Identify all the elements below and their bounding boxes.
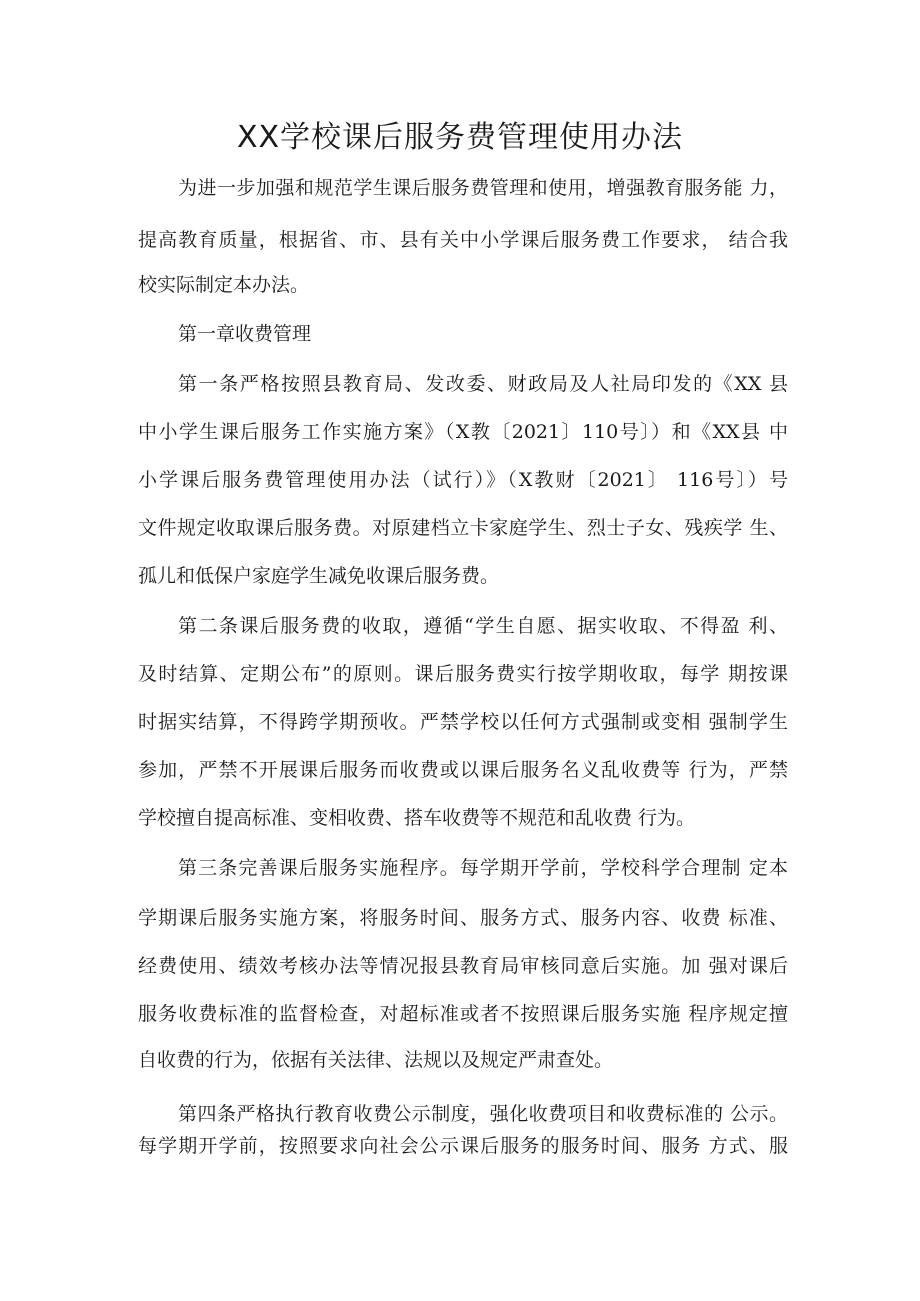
paragraph-line: 自收费的行为，依据有关法律、法规以及规定严肃查处。 (138, 1049, 614, 1071)
paragraph-line: 提高教育质量，根据省、市、县有关中小学课后服务费工作要求， 结合我 (138, 229, 788, 251)
paragraph-line: 校实际制定本办法。 (138, 274, 310, 296)
paragraph-line: 参加，严禁不开展课后服务而收费或以课后服务名义乱收费等 行为，严禁 (138, 759, 788, 781)
paragraph-line: 文件规定收取课后服务费。对原建档立卡家庭学生、烈士子女、残疾学 生、 (138, 517, 788, 539)
paragraph-line: 及时结算、定期公布”的原则。课后服务费实行按学期收取，每学 期按课 (138, 663, 788, 685)
paragraph-line: 孤儿和低保户家庭学生减免收课后服务费。 (138, 565, 500, 587)
paragraph-line: 学期课后服务实施方案，将服务时间、服务方式、服务内容、收费 标准、 (138, 907, 788, 929)
paragraph-line: 第三条完善课后服务实施程序。每学期开学前，学校科学合理制 定本 (178, 857, 788, 879)
paragraph-line: 时据实结算，不得跨学期预收。严禁学校以任何方式强制或变相 强制学生 (138, 711, 788, 733)
paragraph-line: 第四条严格执行教育收费公示制度，强化收费项目和收费标准的 公示。 (178, 1103, 788, 1125)
paragraph-line: 中小学生课后服务工作实施方案》（X教〔2021〕110号〕）和《XX县 中 (138, 421, 788, 443)
paragraph-line: 小学课后服务费管理使用办法（试行）》（X教财〔2021〕 116号〕）号 (138, 469, 788, 491)
paragraph-line: 第一条严格按照县教育局、发改委、财政局及人社局印发的《XX 县 (178, 373, 788, 395)
paragraph-line: 为进一步加强和规范学生课后服务费管理和使用，增强教育服务能 力， (178, 177, 788, 199)
document-title: XX学校课后服务费管理使用办法 (236, 120, 684, 155)
paragraph-line: 第二条课后服务费的收取，遵循“学生自愿、据实收取、不得盈 利、 (178, 615, 788, 637)
paragraph-line: 学校擅自提高标准、变相收费、搭车收费等不规范和乱收费 行为。 (138, 807, 696, 829)
chapter-heading: 第一章收费管理 (178, 323, 312, 345)
paragraph-line: 服务收费标准的监督检查，对超标准或者不按照课后服务实施 程序规定擅 (138, 1003, 788, 1025)
paragraph-line: 经费使用、绩效考核办法等情况报县教育局审核同意后实施。加 强对课后 (138, 955, 788, 977)
paragraph-line: 每学期开学前，按照要求向社会公示课后服务的服务时间、服务 方式、服 (138, 1135, 788, 1157)
